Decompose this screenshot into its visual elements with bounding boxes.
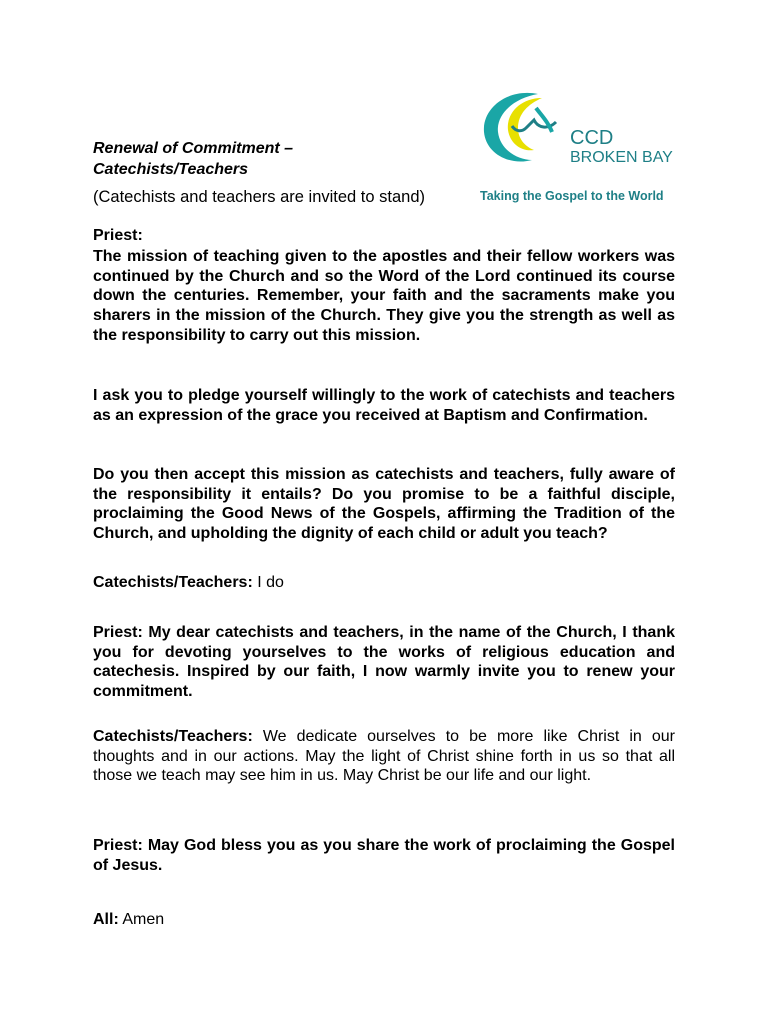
title-line-2: Catechists/Teachers (93, 161, 249, 178)
priest-paragraph-4: Priest: My dear catechists and teachers, in the name of the Church, I thank you for devoting yourselves to the works of religious education and catechesis. Inspired by our faith, I now warmly invite you to renew your commitment. (93, 624, 675, 701)
response-2-label: Catechists/Teachers: (93, 728, 253, 745)
priest-paragraph-1: The mission of teaching given to the apostles and their fellow workers was continued by the Church and so the Word of the Lord continued its course down the centuries. Remember, your faith and the sacraments make you sharers in the mission of the Church. They give you the strength as well as the responsibility to carry out this mission. (93, 248, 675, 344)
logo-org-line1: CCD (570, 127, 614, 149)
document-title (93, 138, 293, 180)
title-line-1: Renewal of Commitment – (93, 140, 294, 157)
all-text: Amen (118, 911, 165, 928)
standing-instruction: (Catechists and teachers are invited to stand) (93, 188, 426, 206)
logo-org-line2: BROKEN BAY (570, 149, 673, 166)
priest-paragraph-3: Do you then accept this mission as catechists and teachers, fully aware of the responsibility it entails? Do you promise to be a faithful disciple, proclaiming the Good News of the Gospels, affirming the Tradition of the Church, and upholding the dignity of each child or adult you teach? (93, 466, 675, 543)
logo-swirl-icon (478, 86, 678, 208)
all-response (93, 910, 675, 930)
response-1-label: Catechists/Teachers: (93, 574, 253, 591)
priest-blessing: Priest: May God bless you as you share the work of proclaiming the Gospel of Jesus. (93, 837, 675, 874)
ccd-broken-bay-logo (478, 86, 678, 208)
logo-tagline: Taking the Gospel to the World (480, 189, 664, 203)
priest-paragraph-2: I ask you to pledge yourself willingly to the work of catechists and teachers as an expression of the grace you received at Baptism and Confirmation. (93, 387, 675, 424)
priest-label: Priest: (93, 227, 143, 244)
response-1 (93, 573, 675, 593)
response-2 (93, 727, 675, 786)
response-1-text: I do (252, 574, 284, 591)
response-2-text: We dedicate ourselves to be more like Christ in our thoughts and in our actions. May the light of Christ shine forth in us so that all those we teach may see him in us. May Christ be our life and our light. (93, 728, 675, 785)
all-label: All: (93, 911, 119, 928)
